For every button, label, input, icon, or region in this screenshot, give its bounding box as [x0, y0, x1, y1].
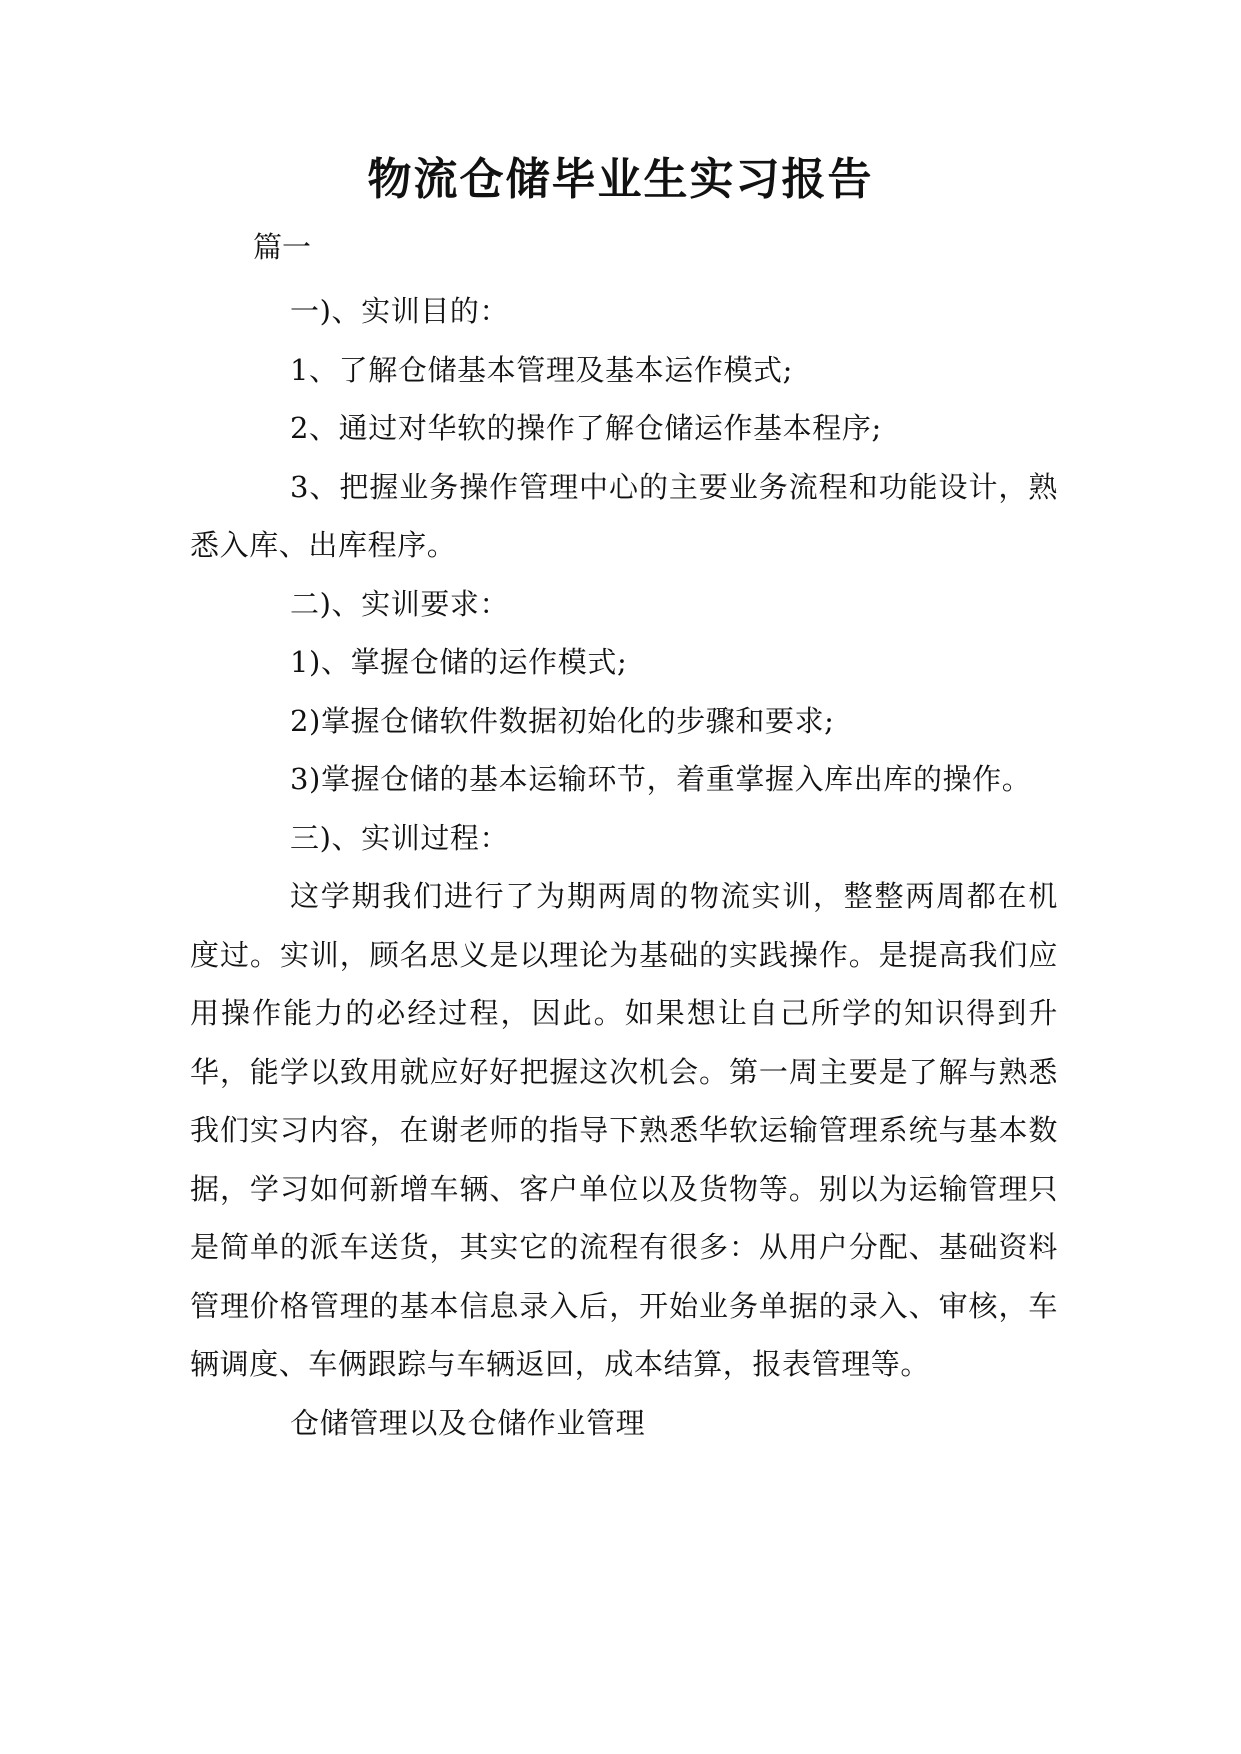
paragraph-objective-heading: 一)、实训目的： — [290, 294, 510, 328]
document-body — [190, 282, 1058, 1452]
paragraph-requirement-heading: 二)、实训要求： — [290, 586, 510, 621]
paragraph-requirement-1: 1)、掌握仓储的运作模式; — [290, 645, 628, 679]
section-label: 篇一 — [253, 230, 312, 264]
paragraph-process-heading: 三)、实训过程： — [290, 820, 510, 855]
paragraph-warehouse-management: 仓储管理以及仓储作业管理 — [290, 1405, 646, 1440]
paragraph-process-body: 这学期我们进行了为期两周的物流实训，整整两周都在机度过。实训，顾名思义是以理论为基础的实践操作。是提高我们应用操作能力的必经过程，因此。如果想让自己所学的知识得到升华，能学以致用就应好好把握这次机会。第一周主要是了解与熟悉我们实习内容，在谢老师的指导下熟悉华软运输管理系统与基本数据，学习如何新增车辆、客户单位以及货物等。别以为运输管理只是简单的派车送货，其实它的流程有很多：从用户分配、基础资料管理价格管理的基本信息录入后，开始业务单据的录入、审核，车辆调度、车俩跟踪与车辆返回，成本结算，报表管理等。 — [190, 879, 1058, 1381]
paragraph-requirement-2: 2)掌握仓储软件数据初始化的步骤和要求; — [290, 703, 835, 738]
document-title: 物流仓储毕业生实习报告 — [367, 154, 874, 205]
paragraph-objective-2: 2、通过对华软的操作了解仓储运作基本程序; — [290, 411, 882, 445]
paragraph-objective-3: 3、把握业务操作管理中心的主要业务流程和功能设计，熟悉入库、出库程序。 — [190, 469, 1058, 562]
paragraph-requirement-3: 3)掌握仓储的基本运输环节，着重掌握入库出库的操作。 — [290, 762, 1032, 796]
paragraph-objective-1: 1、了解仓储基本管理及基本运作模式; — [290, 352, 794, 387]
